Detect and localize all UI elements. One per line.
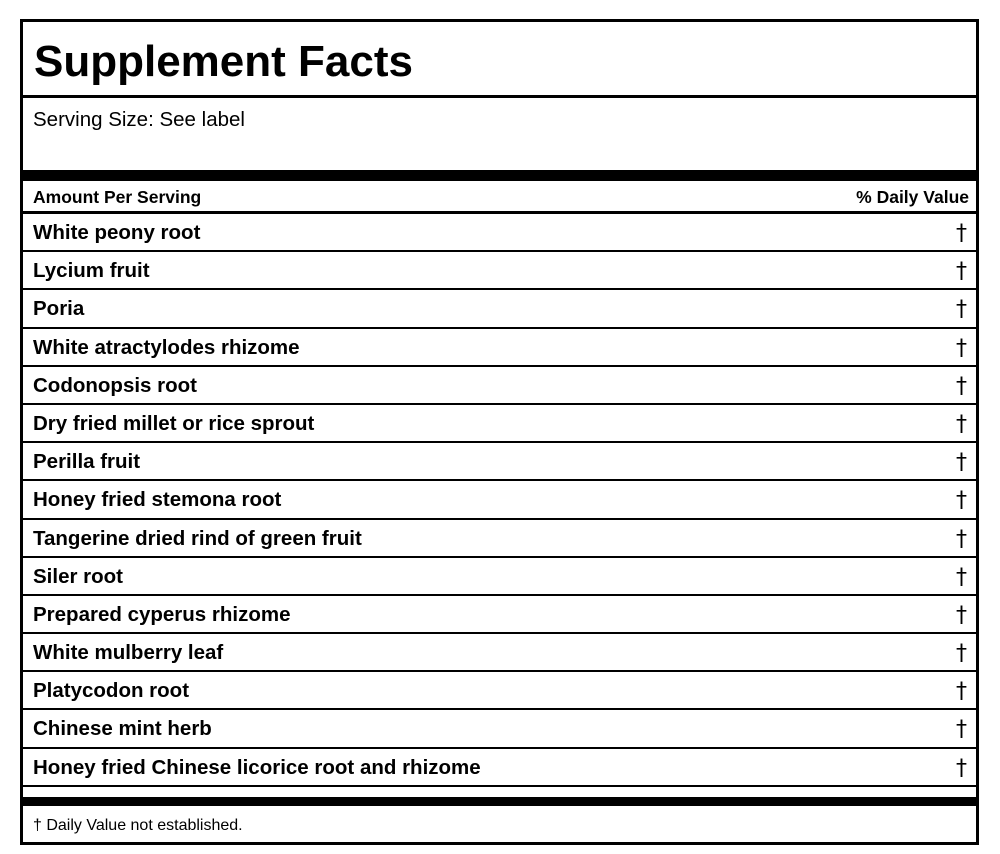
serving-size: Serving Size: See label: [33, 108, 245, 131]
daily-value-dagger: †: [956, 335, 967, 361]
daily-value-dagger: †: [956, 297, 967, 323]
daily-value-dagger: †: [956, 602, 967, 628]
ingredient-row: [23, 710, 976, 748]
ingredient-name: White atractylodes rhizome: [33, 335, 300, 359]
ingredient-name: Prepared cyperus rhizome: [33, 602, 291, 626]
daily-value-dagger: †: [956, 641, 967, 667]
panel-title: Supplement Facts: [34, 37, 413, 86]
ingredient-row: [23, 672, 976, 710]
ingredient-name: Poria: [33, 297, 85, 321]
ingredient-name: Siler root: [33, 564, 123, 588]
footnote-section: [23, 806, 976, 842]
ingredient-row: [23, 634, 976, 672]
footnote: † Daily Value not established.: [33, 817, 243, 834]
daily-value-dagger: †: [956, 679, 967, 705]
supplement-facts-panel: [20, 19, 979, 845]
ingredient-list: [23, 214, 976, 787]
ingredient-name: Platycodon root: [33, 679, 190, 703]
daily-value-dagger: †: [956, 755, 967, 781]
ingredient-row: [23, 214, 976, 252]
ingredient-row: [23, 749, 976, 787]
daily-value-dagger: †: [956, 450, 967, 476]
ingredient-name: Lycium fruit: [33, 259, 150, 283]
ingredient-row: [23, 481, 976, 519]
daily-value-header: % Daily Value: [856, 187, 969, 207]
ingredient-name: Chinese mint herb: [33, 717, 212, 741]
daily-value-dagger: †: [956, 526, 967, 552]
ingredient-name: Honey fried stemona root: [33, 488, 282, 512]
ingredient-row: [23, 443, 976, 481]
daily-value-dagger: †: [956, 488, 967, 514]
title-section: [23, 22, 976, 98]
ingredient-row: [23, 290, 976, 328]
ingredient-row: [23, 596, 976, 634]
daily-value-dagger: †: [956, 221, 967, 246]
ingredient-row: [23, 520, 976, 558]
ingredient-row: [23, 367, 976, 405]
ingredient-name: White mulberry leaf: [33, 641, 224, 665]
ingredient-name: Dry fried millet or rice sprout: [33, 411, 315, 435]
ingredient-row: [23, 329, 976, 367]
daily-value-dagger: †: [956, 717, 967, 743]
daily-value-dagger: †: [956, 411, 967, 437]
daily-value-dagger: †: [956, 373, 967, 399]
ingredient-name: Codonopsis root: [33, 373, 197, 397]
column-header-row: [23, 181, 976, 214]
amount-per-serving-header: Amount Per Serving: [33, 187, 202, 207]
daily-value-dagger: †: [956, 564, 967, 590]
ingredient-name: Honey fried Chinese licorice root and rhizome: [33, 755, 481, 779]
ingredient-name: Tangerine dried rind of green fruit: [33, 526, 362, 550]
ingredient-row: [23, 558, 976, 596]
ingredient-row: [23, 252, 976, 290]
ingredient-row: [23, 405, 976, 443]
thick-divider-bottom: [23, 797, 976, 806]
ingredient-name: White peony root: [33, 221, 201, 244]
thick-divider-top: [23, 170, 976, 181]
ingredient-name: Perilla fruit: [33, 450, 141, 474]
serving-section: [23, 98, 976, 170]
daily-value-dagger: †: [956, 259, 967, 285]
